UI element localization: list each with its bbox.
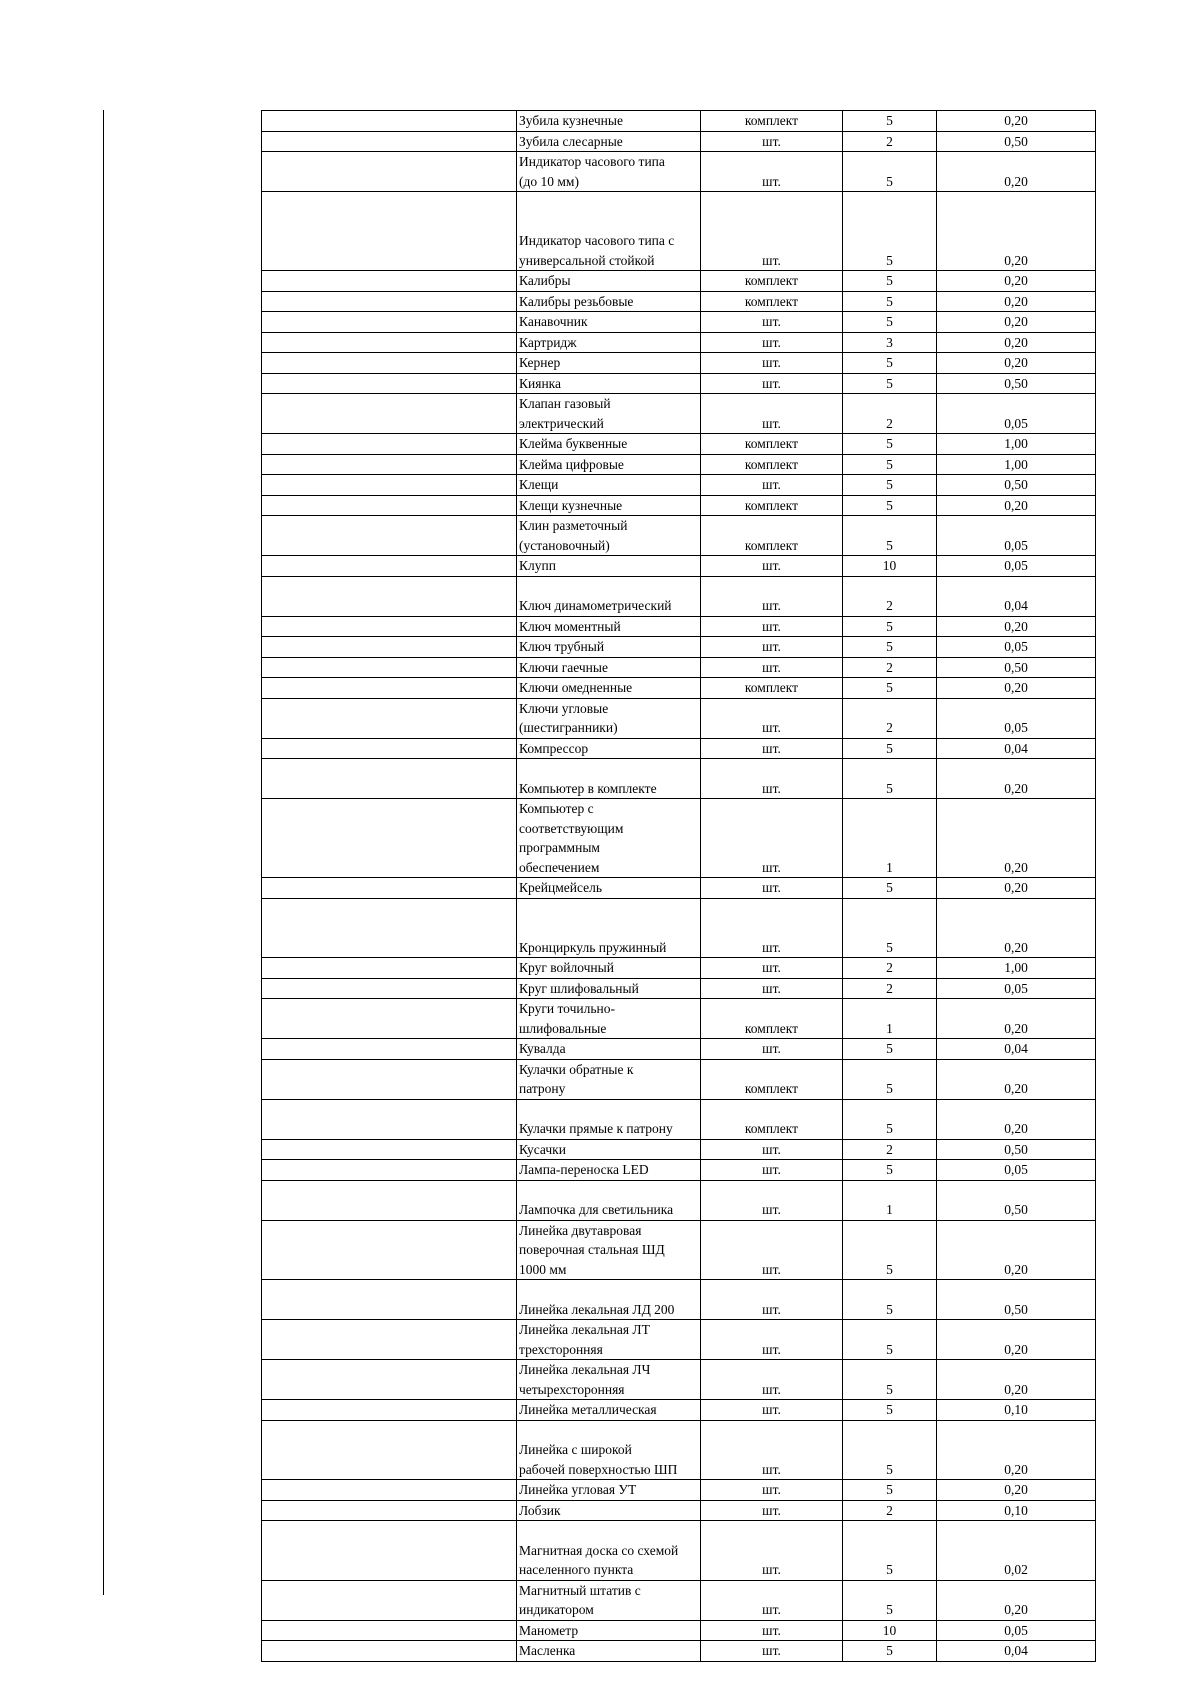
table-row xyxy=(262,291,1096,312)
unit-cell: шт. xyxy=(701,1039,843,1060)
unit-cell: шт. xyxy=(701,616,843,637)
blank-cell xyxy=(262,111,517,132)
quantity-cell: 5 xyxy=(843,738,937,759)
unit-cell: шт. xyxy=(701,657,843,678)
norm-cell: 0,20 xyxy=(937,616,1096,637)
item-name-cell: Клейма буквенные xyxy=(517,434,701,455)
item-name-cell: Клупп xyxy=(517,556,701,577)
item-name-cell: Магнитный штатив с индикатором xyxy=(517,1580,701,1620)
blank-cell xyxy=(262,978,517,999)
table-row xyxy=(262,1641,1096,1662)
table-row xyxy=(262,678,1096,699)
unit-cell: шт. xyxy=(701,332,843,353)
table-row xyxy=(262,616,1096,637)
table-row xyxy=(262,1360,1096,1400)
blank-cell xyxy=(262,637,517,658)
table-row xyxy=(262,353,1096,374)
unit-cell: шт. xyxy=(701,738,843,759)
quantity-cell: 2 xyxy=(843,394,937,434)
table-row xyxy=(262,1059,1096,1099)
blank-cell xyxy=(262,1521,517,1581)
norm-cell: 0,20 xyxy=(937,898,1096,958)
table-row xyxy=(262,152,1096,192)
table-row xyxy=(262,373,1096,394)
item-name-cell: Зубила слесарные xyxy=(517,131,701,152)
blank-cell xyxy=(262,152,517,192)
item-name-cell: Кулачки обратные к патрону xyxy=(517,1059,701,1099)
blank-cell xyxy=(262,1220,517,1280)
norm-cell: 0,20 xyxy=(937,1220,1096,1280)
quantity-cell: 2 xyxy=(843,978,937,999)
table-row xyxy=(262,475,1096,496)
unit-cell: шт. xyxy=(701,1320,843,1360)
blank-cell xyxy=(262,657,517,678)
norm-cell: 0,20 xyxy=(937,1360,1096,1400)
table-row xyxy=(262,799,1096,878)
table-row xyxy=(262,999,1096,1039)
equipment-table-body xyxy=(262,111,1096,1662)
table-row xyxy=(262,878,1096,899)
blank-cell xyxy=(262,312,517,333)
blank-cell xyxy=(262,1620,517,1641)
norm-cell: 0,20 xyxy=(937,678,1096,699)
norm-cell: 0,20 xyxy=(937,332,1096,353)
table-row xyxy=(262,556,1096,577)
norm-cell: 0,05 xyxy=(937,1160,1096,1181)
quantity-cell: 10 xyxy=(843,1620,937,1641)
norm-cell: 0,20 xyxy=(937,111,1096,132)
quantity-cell: 10 xyxy=(843,556,937,577)
norm-cell: 0,20 xyxy=(937,192,1096,271)
table-row xyxy=(262,1139,1096,1160)
quantity-cell: 1 xyxy=(843,799,937,878)
norm-cell: 0,05 xyxy=(937,516,1096,556)
blank-cell xyxy=(262,1099,517,1139)
unit-cell: шт. xyxy=(701,1220,843,1280)
norm-cell: 0,20 xyxy=(937,1320,1096,1360)
item-name-cell: Магнитная доска со схемой населенного пункта xyxy=(517,1521,701,1581)
blank-cell xyxy=(262,353,517,374)
blank-cell xyxy=(262,576,517,616)
norm-cell: 0,10 xyxy=(937,1400,1096,1421)
table-row xyxy=(262,131,1096,152)
blank-cell xyxy=(262,373,517,394)
quantity-cell: 5 xyxy=(843,1099,937,1139)
norm-cell: 0,02 xyxy=(937,1521,1096,1581)
unit-cell: комплект xyxy=(701,291,843,312)
item-name-cell: Линейка двутавровая поверочная стальная ШД 1000 мм xyxy=(517,1220,701,1280)
quantity-cell: 5 xyxy=(843,152,937,192)
blank-cell xyxy=(262,556,517,577)
item-name-cell: Ключ трубный xyxy=(517,637,701,658)
table-row xyxy=(262,657,1096,678)
table-row xyxy=(262,958,1096,979)
item-name-cell: Ключи гаечные xyxy=(517,657,701,678)
blank-cell xyxy=(262,698,517,738)
unit-cell: шт. xyxy=(701,131,843,152)
table-row xyxy=(262,271,1096,292)
blank-cell xyxy=(262,1641,517,1662)
table-row xyxy=(262,332,1096,353)
blank-cell xyxy=(262,192,517,271)
blank-cell xyxy=(262,999,517,1039)
item-name-cell: Киянка xyxy=(517,373,701,394)
norm-cell: 0,20 xyxy=(937,271,1096,292)
quantity-cell: 1 xyxy=(843,1180,937,1220)
table-row xyxy=(262,1500,1096,1521)
unit-cell: комплект xyxy=(701,434,843,455)
table-row xyxy=(262,1099,1096,1139)
item-name-cell: Кронциркуль пружинный xyxy=(517,898,701,958)
table-row xyxy=(262,1400,1096,1421)
quantity-cell: 5 xyxy=(843,637,937,658)
item-name-cell: Картридж xyxy=(517,332,701,353)
norm-cell: 0,20 xyxy=(937,759,1096,799)
norm-cell: 0,05 xyxy=(937,978,1096,999)
item-name-cell: Компрессор xyxy=(517,738,701,759)
table-row xyxy=(262,978,1096,999)
unit-cell: шт. xyxy=(701,394,843,434)
item-name-cell: Круг шлифовальный xyxy=(517,978,701,999)
item-name-cell: Индикатор часового типа с универсальной стойкой xyxy=(517,192,701,271)
quantity-cell: 1 xyxy=(843,999,937,1039)
table-row xyxy=(262,759,1096,799)
norm-cell: 0,50 xyxy=(937,1139,1096,1160)
quantity-cell: 5 xyxy=(843,111,937,132)
table-row xyxy=(262,434,1096,455)
quantity-cell: 5 xyxy=(843,678,937,699)
norm-cell: 0,20 xyxy=(937,1059,1096,1099)
quantity-cell: 2 xyxy=(843,576,937,616)
unit-cell: шт. xyxy=(701,898,843,958)
unit-cell: комплект xyxy=(701,111,843,132)
unit-cell: шт. xyxy=(701,373,843,394)
item-name-cell: Калибры xyxy=(517,271,701,292)
quantity-cell: 3 xyxy=(843,332,937,353)
norm-cell: 0,20 xyxy=(937,999,1096,1039)
item-name-cell: Зубила кузнечные xyxy=(517,111,701,132)
item-name-cell: Канавочник xyxy=(517,312,701,333)
unit-cell: шт. xyxy=(701,475,843,496)
quantity-cell: 5 xyxy=(843,1039,937,1060)
quantity-cell: 5 xyxy=(843,495,937,516)
blank-cell xyxy=(262,958,517,979)
quantity-cell: 5 xyxy=(843,353,937,374)
table-row xyxy=(262,1039,1096,1060)
unit-cell: шт. xyxy=(701,1521,843,1581)
table-row xyxy=(262,1480,1096,1501)
blank-cell xyxy=(262,475,517,496)
unit-cell: шт. xyxy=(701,1641,843,1662)
quantity-cell: 2 xyxy=(843,657,937,678)
norm-cell: 0,50 xyxy=(937,373,1096,394)
blank-cell xyxy=(262,1360,517,1400)
norm-cell: 0,50 xyxy=(937,1280,1096,1320)
norm-cell: 1,00 xyxy=(937,958,1096,979)
table-row xyxy=(262,1320,1096,1360)
item-name-cell: Компьютер в комплекте xyxy=(517,759,701,799)
norm-cell: 0,20 xyxy=(937,312,1096,333)
table-row xyxy=(262,898,1096,958)
norm-cell: 0,20 xyxy=(937,878,1096,899)
unit-cell: шт. xyxy=(701,1580,843,1620)
unit-cell: комплект xyxy=(701,1099,843,1139)
item-name-cell: Калибры резьбовые xyxy=(517,291,701,312)
quantity-cell: 2 xyxy=(843,1500,937,1521)
quantity-cell: 2 xyxy=(843,698,937,738)
quantity-cell: 5 xyxy=(843,312,937,333)
quantity-cell: 5 xyxy=(843,1220,937,1280)
unit-cell: шт. xyxy=(701,192,843,271)
norm-cell: 0,20 xyxy=(937,353,1096,374)
unit-cell: шт. xyxy=(701,1180,843,1220)
quantity-cell: 5 xyxy=(843,434,937,455)
item-name-cell: Индикатор часового типа (до 10 мм) xyxy=(517,152,701,192)
quantity-cell: 5 xyxy=(843,1480,937,1501)
quantity-cell: 5 xyxy=(843,898,937,958)
unit-cell: шт. xyxy=(701,978,843,999)
quantity-cell: 5 xyxy=(843,1160,937,1181)
unit-cell: комплект xyxy=(701,678,843,699)
blank-cell xyxy=(262,898,517,958)
blank-cell xyxy=(262,1160,517,1181)
item-name-cell: Манометр xyxy=(517,1620,701,1641)
norm-cell: 0,50 xyxy=(937,131,1096,152)
unit-cell: шт. xyxy=(701,1500,843,1521)
item-name-cell: Масленка xyxy=(517,1641,701,1662)
blank-cell xyxy=(262,678,517,699)
blank-cell xyxy=(262,616,517,637)
table-row xyxy=(262,495,1096,516)
unit-cell: комплект xyxy=(701,495,843,516)
blank-cell xyxy=(262,759,517,799)
quantity-cell: 5 xyxy=(843,1280,937,1320)
unit-cell: шт. xyxy=(701,698,843,738)
quantity-cell: 5 xyxy=(843,291,937,312)
item-name-cell: Клейма цифровые xyxy=(517,454,701,475)
quantity-cell: 5 xyxy=(843,192,937,271)
quantity-cell: 5 xyxy=(843,1641,937,1662)
quantity-cell: 5 xyxy=(843,271,937,292)
blank-cell xyxy=(262,1500,517,1521)
table-row xyxy=(262,1580,1096,1620)
unit-cell: шт. xyxy=(701,1480,843,1501)
norm-cell: 0,20 xyxy=(937,495,1096,516)
table-row xyxy=(262,111,1096,132)
quantity-cell: 5 xyxy=(843,1521,937,1581)
blank-cell xyxy=(262,738,517,759)
table-row xyxy=(262,394,1096,434)
item-name-cell: Линейка угловая УТ xyxy=(517,1480,701,1501)
item-name-cell: Ключ динамометрический xyxy=(517,576,701,616)
unit-cell: шт. xyxy=(701,152,843,192)
table-row xyxy=(262,1180,1096,1220)
unit-cell: шт. xyxy=(701,1139,843,1160)
item-name-cell: Линейка лекальная ЛД 200 xyxy=(517,1280,701,1320)
item-name-cell: Ключ моментный xyxy=(517,616,701,637)
blank-cell xyxy=(262,1480,517,1501)
quantity-cell: 5 xyxy=(843,1420,937,1480)
blank-cell xyxy=(262,1420,517,1480)
item-name-cell: Линейка с широкой рабочей поверхностью ШП xyxy=(517,1420,701,1480)
item-name-cell: Ключи омедненные xyxy=(517,678,701,699)
quantity-cell: 5 xyxy=(843,1059,937,1099)
table-row xyxy=(262,1280,1096,1320)
blank-cell xyxy=(262,495,517,516)
table-row xyxy=(262,312,1096,333)
item-name-cell: Лобзик xyxy=(517,1500,701,1521)
item-name-cell: Кернер xyxy=(517,353,701,374)
equipment-table xyxy=(261,110,1096,1662)
norm-cell: 0,20 xyxy=(937,291,1096,312)
blank-cell xyxy=(262,1580,517,1620)
quantity-cell: 5 xyxy=(843,373,937,394)
table-row xyxy=(262,1160,1096,1181)
item-name-cell: Кулачки прямые к патрону xyxy=(517,1099,701,1139)
norm-cell: 0,04 xyxy=(937,1641,1096,1662)
norm-cell: 0,20 xyxy=(937,1580,1096,1620)
unit-cell: шт. xyxy=(701,1420,843,1480)
blank-cell xyxy=(262,516,517,556)
item-name-cell: Лампа-переноска LED xyxy=(517,1160,701,1181)
table-row xyxy=(262,1220,1096,1280)
item-name-cell: Компьютер с соответствующим программным обеспечением xyxy=(517,799,701,878)
unit-cell: шт. xyxy=(701,556,843,577)
blank-cell xyxy=(262,332,517,353)
unit-cell: шт. xyxy=(701,576,843,616)
quantity-cell: 5 xyxy=(843,1400,937,1421)
unit-cell: комплект xyxy=(701,999,843,1039)
unit-cell: шт. xyxy=(701,878,843,899)
norm-cell: 0,20 xyxy=(937,1480,1096,1501)
blank-cell xyxy=(262,1280,517,1320)
blank-cell xyxy=(262,291,517,312)
blank-cell xyxy=(262,1180,517,1220)
item-name-cell: Круг войлочный xyxy=(517,958,701,979)
blank-cell xyxy=(262,1039,517,1060)
blank-cell xyxy=(262,1400,517,1421)
unit-cell: шт. xyxy=(701,312,843,333)
blank-cell xyxy=(262,131,517,152)
norm-cell: 0,50 xyxy=(937,1180,1096,1220)
unit-cell: комплект xyxy=(701,271,843,292)
item-name-cell: Клин разметочный (установочный) xyxy=(517,516,701,556)
norm-cell: 0,20 xyxy=(937,1099,1096,1139)
quantity-cell: 2 xyxy=(843,958,937,979)
item-name-cell: Клапан газовый электрический xyxy=(517,394,701,434)
blank-cell xyxy=(262,1059,517,1099)
quantity-cell: 5 xyxy=(843,1320,937,1360)
norm-cell: 0,20 xyxy=(937,1420,1096,1480)
norm-cell: 0,05 xyxy=(937,394,1096,434)
unit-cell: шт. xyxy=(701,1620,843,1641)
quantity-cell: 5 xyxy=(843,1580,937,1620)
unit-cell: шт. xyxy=(701,1360,843,1400)
item-name-cell: Ключи угловые (шестигранники) xyxy=(517,698,701,738)
item-name-cell: Кусачки xyxy=(517,1139,701,1160)
norm-cell: 0,04 xyxy=(937,738,1096,759)
unit-cell: шт. xyxy=(701,799,843,878)
table-row xyxy=(262,454,1096,475)
margin-rule xyxy=(103,110,104,1595)
norm-cell: 0,20 xyxy=(937,152,1096,192)
item-name-cell: Кувалда xyxy=(517,1039,701,1060)
quantity-cell: 5 xyxy=(843,475,937,496)
table-row xyxy=(262,516,1096,556)
norm-cell: 0,05 xyxy=(937,637,1096,658)
table-row xyxy=(262,637,1096,658)
norm-cell: 0,10 xyxy=(937,1500,1096,1521)
unit-cell: шт. xyxy=(701,958,843,979)
quantity-cell: 2 xyxy=(843,131,937,152)
norm-cell: 0,05 xyxy=(937,556,1096,577)
item-name-cell: Клещи xyxy=(517,475,701,496)
blank-cell xyxy=(262,1139,517,1160)
norm-cell: 0,04 xyxy=(937,576,1096,616)
item-name-cell: Линейка лекальная ЛЧ четырехсторонняя xyxy=(517,1360,701,1400)
norm-cell: 0,04 xyxy=(937,1039,1096,1060)
table-row xyxy=(262,698,1096,738)
norm-cell: 1,00 xyxy=(937,454,1096,475)
unit-cell: шт. xyxy=(701,759,843,799)
item-name-cell: Крейцмейсель xyxy=(517,878,701,899)
blank-cell xyxy=(262,1320,517,1360)
norm-cell: 1,00 xyxy=(937,434,1096,455)
blank-cell xyxy=(262,454,517,475)
item-name-cell: Клещи кузнечные xyxy=(517,495,701,516)
table-row xyxy=(262,192,1096,271)
quantity-cell: 5 xyxy=(843,759,937,799)
blank-cell xyxy=(262,394,517,434)
item-name-cell: Линейка металлическая xyxy=(517,1400,701,1421)
table-row xyxy=(262,576,1096,616)
quantity-cell: 2 xyxy=(843,1139,937,1160)
norm-cell: 0,50 xyxy=(937,475,1096,496)
norm-cell: 0,50 xyxy=(937,657,1096,678)
quantity-cell: 5 xyxy=(843,616,937,637)
unit-cell: шт. xyxy=(701,1160,843,1181)
unit-cell: комплект xyxy=(701,1059,843,1099)
table-row xyxy=(262,1420,1096,1480)
unit-cell: комплект xyxy=(701,516,843,556)
table-row xyxy=(262,1620,1096,1641)
blank-cell xyxy=(262,271,517,292)
table-row xyxy=(262,738,1096,759)
item-name-cell: Линейка лекальная ЛТ трехсторонняя xyxy=(517,1320,701,1360)
quantity-cell: 5 xyxy=(843,454,937,475)
unit-cell: шт. xyxy=(701,1280,843,1320)
unit-cell: комплект xyxy=(701,454,843,475)
blank-cell xyxy=(262,434,517,455)
norm-cell: 0,20 xyxy=(937,799,1096,878)
quantity-cell: 5 xyxy=(843,1360,937,1400)
blank-cell xyxy=(262,799,517,878)
table-row xyxy=(262,1521,1096,1581)
item-name-cell: Круги точильно- шлифовальные xyxy=(517,999,701,1039)
quantity-cell: 5 xyxy=(843,516,937,556)
quantity-cell: 5 xyxy=(843,878,937,899)
blank-cell xyxy=(262,878,517,899)
norm-cell: 0,05 xyxy=(937,1620,1096,1641)
unit-cell: шт. xyxy=(701,1400,843,1421)
norm-cell: 0,05 xyxy=(937,698,1096,738)
unit-cell: шт. xyxy=(701,353,843,374)
item-name-cell: Лампочка для светильника xyxy=(517,1180,701,1220)
unit-cell: шт. xyxy=(701,637,843,658)
